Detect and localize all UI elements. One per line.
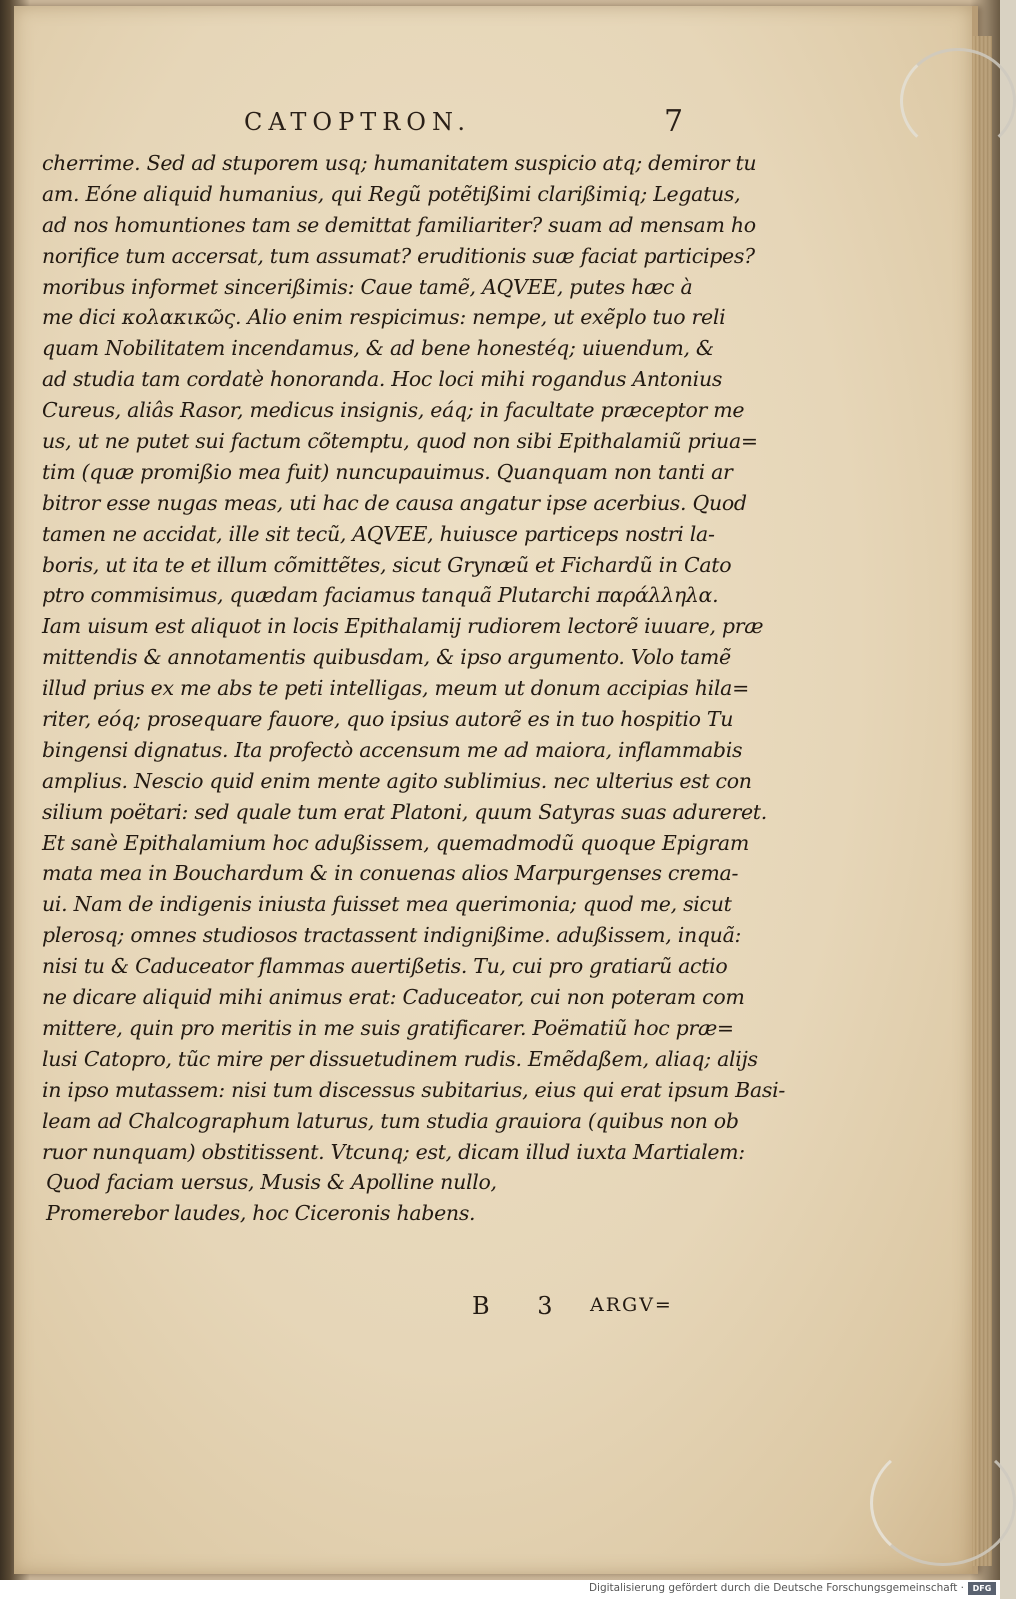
- text-line: riter, eóq; prosequare fauore, quo ipsius autorẽ es in tuo hospitio Tu: [42, 707, 734, 732]
- dfg-logo-icon: DFG: [968, 1582, 996, 1595]
- text-line: mittendis & annotamentis quibusdam, & ipso argumento. Volo tamẽ: [42, 645, 731, 670]
- text-line: me dici κολακικῶς. Alio enim respicimus: nempe, ut exẽplo tuo reli: [42, 305, 726, 330]
- attribution-text: Digitalisierung gefördert durch die Deutsche Forschungsgemeinschaft ·: [588, 1582, 964, 1594]
- attribution-bar: [0, 1580, 1000, 1599]
- text-line: Iam uisum est aliquot in locis Epithalamij rudiorem lectorẽ iuuare, præ: [42, 614, 764, 639]
- page-number: 7: [664, 104, 684, 139]
- text-line: in ipso mutassem: nisi tum discessus subitarius, eius qui erat ipsum Basi-: [42, 1077, 785, 1102]
- text-line: plerosq; omnes studiosos tractassent indignißime. adußissem, inquã:: [42, 923, 742, 948]
- clip-loop-decoration: [900, 48, 1016, 154]
- signature-mark: B 3: [472, 1292, 573, 1320]
- text-line: mittere, quin pro meritis in me suis gratificarer. Poëmatiũ hoc præ=: [42, 1015, 734, 1040]
- text-line: amplius. Nescio quid enim mente agito sublimius. nec ulterius est con: [42, 768, 752, 793]
- book-page: [14, 6, 978, 1574]
- clip-loop-decoration: [870, 1440, 1016, 1566]
- text-line: boris, ut ita te et illum cõmittẽtes, sicut Grynæũ et Fichardũ in Cato: [42, 552, 732, 577]
- text-line: lusi Catopro, tũc mire per dissuetudinem rudis. Emẽdaßem, aliaq; alijs: [42, 1046, 758, 1071]
- catchword: ARGV=: [590, 1294, 673, 1316]
- text-line: tim (quæ promißio mea fuit) nuncupauimus. Quanquam non tanti ar: [42, 459, 733, 484]
- text-line: bingensi dignatus. Ita profectò accensum me ad maiora, inflammabis: [42, 737, 743, 762]
- body-text: [42, 148, 785, 1229]
- verse-line: Quod faciam uersus, Musis & Apolline nullo,: [46, 1170, 497, 1195]
- text-line: ui. Nam de indigenis iniusta fuisset mea querimonia; quod me, sicut: [42, 892, 732, 917]
- text-line: Cureus, aliâs Rasor, medicus insignis, eáq; in facultate præceptor me: [42, 398, 745, 423]
- page-header: [14, 104, 972, 144]
- text-line: moribus informet sincerißimis: Caue tamẽ, AQVEE, putes hæc à: [42, 274, 693, 299]
- text-line: Et sanè Epithalamium hoc adußissem, quemadmodũ quoque Epigram: [42, 830, 749, 855]
- text-line: bitror esse nugas meas, uti hac de causa angatur ipse acerbius. Quod: [42, 490, 747, 515]
- text-line: ptro commisimus, quædam faciamus tanquã Plutarchi παράλληλα.: [42, 583, 719, 608]
- text-line: norifice tum accersat, tum assumat? eruditionis suæ faciat participes?: [42, 243, 755, 268]
- text-line: silium poëtari: sed quale tum erat Platoni, quum Satyras suas adureret.: [42, 799, 767, 824]
- text-line: am. Eóne aliquid humanius, qui Regũ potẽtißimi clarißimiq; Legatus,: [42, 181, 741, 206]
- text-line: mata mea in Bouchardum & in conuenas alios Marpurgenses crema-: [42, 861, 739, 886]
- text-line: ad studia tam cordatè honoranda. Hoc loci mihi rogandus Antonius: [42, 367, 723, 392]
- text-line: leam ad Chalcographum laturus, tum studia grauiora (quibus non ob: [42, 1108, 739, 1133]
- text-line: ruor nunquam) obstitissent. Vtcunq; est, dicam illud iuxta Martialem:: [42, 1139, 745, 1164]
- verse-line: Promerebor laudes, hoc Ciceronis habens.: [46, 1201, 476, 1226]
- text-line: quam Nobilitatem incendamus, & ad bene honestéq; uiuendum, &: [42, 336, 714, 361]
- text-line: ad nos homuntiones tam se demittat familiariter? suam ad mensam ho: [42, 212, 756, 237]
- page-footer: [14, 1292, 972, 1332]
- text-line: tamen ne accidat, ille sit tecũ, AQVEE, huiusce particeps nostri la-: [42, 521, 715, 546]
- running-title: CATOPTRON.: [244, 108, 472, 136]
- text-line: illud prius ex me abs te peti intelligas, meum ut donum accipias hila=: [42, 676, 749, 701]
- text-line: ne dicare aliquid mihi animus erat: Caduceator, cui non poteram com: [42, 985, 745, 1010]
- page-edge: [972, 36, 992, 1566]
- text-line: cherrime. Sed ad stuporem usq; humanitatem suspicio atq; demiror tu: [42, 151, 757, 175]
- text-line: us, ut ne putet sui factum cõtemptu, quod non sibi Epithalamiũ priua=: [42, 429, 758, 454]
- text-line: nisi tu & Caduceator flammas auertißetis. Tu, cui pro gratiarũ actio: [42, 954, 728, 979]
